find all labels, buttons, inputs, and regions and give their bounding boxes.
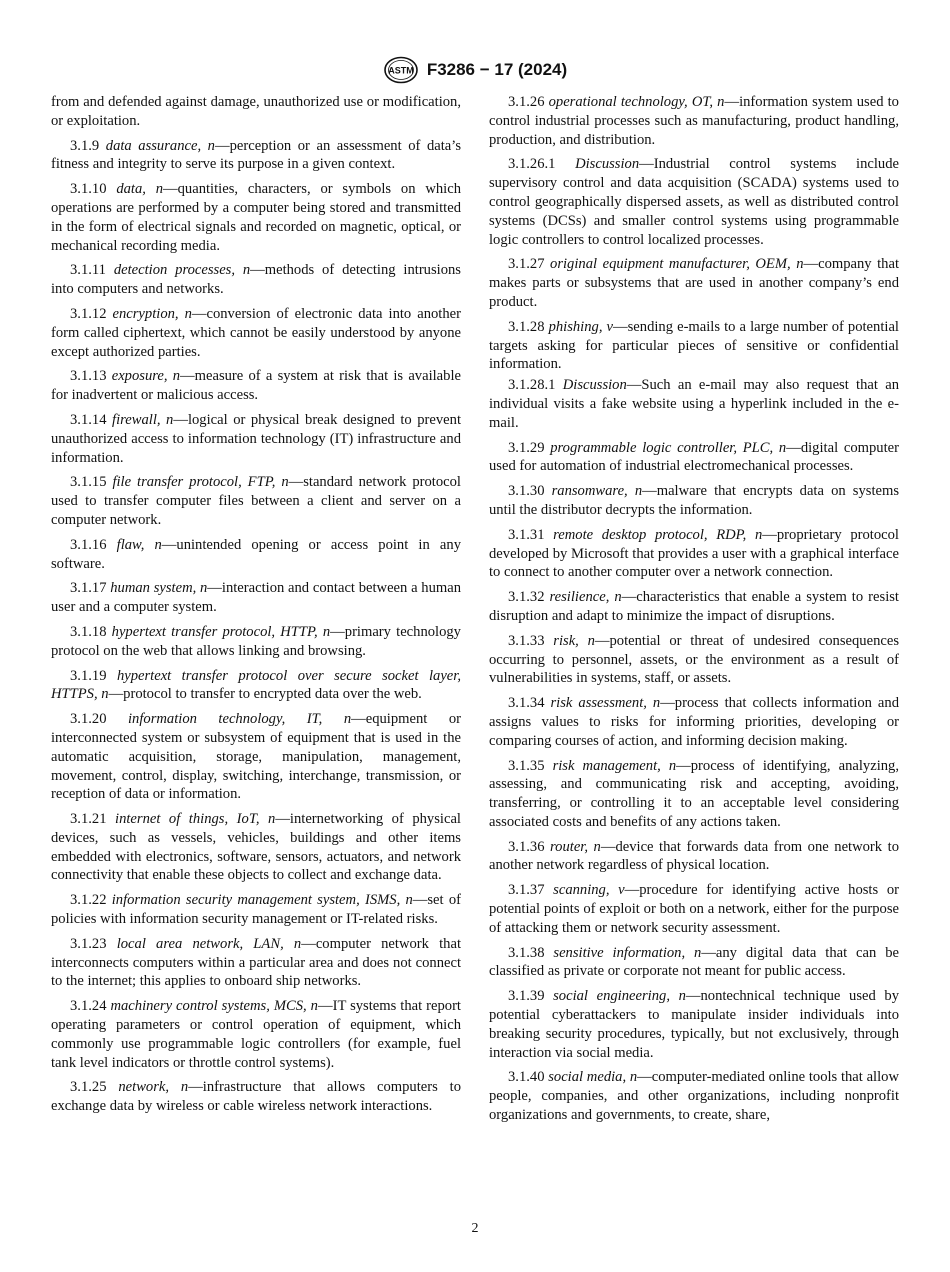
- entry-definition: —standard network protocol used to transfer computer files between a client and server on a computer network.: [51, 474, 461, 528]
- entry-number: 3.1.28.1: [508, 377, 556, 394]
- entry-term: sensitive information, n: [553, 944, 702, 961]
- definition-entry: [51, 411, 461, 467]
- entry-definition: —information system used to control industrial processes such as manufacturing, product handling, production, and distribution.: [489, 94, 899, 148]
- entry-term: network, n: [118, 1079, 189, 1096]
- entry-term: information technology, IT, n: [128, 711, 352, 728]
- entry-term: detection processes, n: [113, 262, 251, 279]
- entry-definition: —internetworking of physical devices, such as vessels, vehicles, buildings and other items embedded with electronics, software, sensors, actuators, and network connectivity that enable these objects to collect and exchange data.: [51, 811, 461, 884]
- entry-term: encryption, n: [112, 305, 192, 322]
- entry-term: router, n: [550, 838, 601, 855]
- entry-definition: —malware that encrypts data on systems until the distributor decrypts the information.: [489, 483, 900, 518]
- entry-number: 3.1.32: [508, 589, 545, 606]
- entry-number: 3.1.37: [508, 882, 545, 899]
- entry-term: risk management, n: [552, 757, 677, 774]
- entry-definition: —interaction and contact between a human user and a computer system.: [51, 580, 461, 616]
- definition-entry: [51, 180, 461, 255]
- entry-number: 3.1.14: [70, 411, 107, 428]
- definition-entry: [51, 1078, 461, 1116]
- entry-definition: —any digital data that can be classified as private or corporate not meant for public access.: [489, 944, 899, 980]
- definition-entry: [489, 526, 899, 582]
- entry-term: human system, n: [110, 580, 208, 597]
- entry-term: machinery control systems, MCS, n: [110, 998, 318, 1015]
- right-column: [489, 93, 899, 1131]
- entry-term: ransomware, n: [551, 483, 643, 500]
- entry-term: social media, n: [548, 1069, 638, 1086]
- definition-entry: [51, 137, 461, 175]
- definition-entry: [489, 944, 899, 982]
- entry-term: exposure, n: [111, 368, 181, 385]
- entry-term: programmable logic controller, PLC, n: [550, 439, 787, 456]
- entry-term: local area network, LAN, n: [116, 935, 302, 952]
- definition-entry: [51, 473, 461, 529]
- entry-term: risk assessment, n: [550, 695, 661, 712]
- entry-number: 3.1.40: [508, 1069, 545, 1086]
- entry-definition: —measure of a system at risk that is available for inadvertent or malicious access.: [51, 368, 461, 404]
- entry-definition: —Industrial control systems include supervisory control and data acquisition (SCADA) systems used to control geographically dispersed assets, as well as distributed control systems (DCSs) and smaller control systems using programmable logic controllers to control localized processes.: [489, 156, 899, 248]
- entry-number: 3.1.21: [70, 811, 107, 828]
- entry-term: remote desktop protocol, RDP, n: [553, 526, 763, 543]
- entry-definition: —digital computer used for automation of industrial electromechanical processes.: [489, 439, 899, 475]
- definition-entry: [51, 623, 461, 661]
- entry-number: 3.1.18: [70, 623, 107, 640]
- definition-entry: [51, 367, 461, 405]
- definition-entry: [489, 632, 899, 688]
- definition-entry: [51, 935, 461, 991]
- definition-entry: [51, 536, 461, 574]
- entry-term: firewall, n: [112, 411, 174, 428]
- page-number: 2: [471, 1221, 479, 1236]
- definition-entry: [489, 838, 899, 876]
- entry-definition: —computer network that interconnects computers within a particular area and does not connect to the internet; this applies to onboard ship networks.: [51, 935, 462, 990]
- entry-term: scanning, v: [553, 882, 625, 899]
- entry-definition: —equipment or interconnected system or subsystem of equipment that is used in the automatic acquisition, storage, manipulation, management, movement, control, display, switching, interchange, transmission, or reception of data or information.: [51, 711, 461, 803]
- entry-definition: —device that forwards data from one network to another network regardless of physical location.: [489, 838, 899, 874]
- entry-number: 3.1.34: [508, 695, 545, 712]
- definition-entry: [51, 667, 461, 705]
- entry-definition: —conversion of electronic data into another form called ciphertext, which cannot be easily understood by anyone except authorized parties.: [51, 305, 461, 360]
- entry-number: 3.1.26.1: [508, 156, 556, 173]
- entry-number: 3.1.12: [70, 305, 107, 322]
- entry-number: 3.1.38: [508, 944, 545, 961]
- entry-definition: —logical or physical break designed to prevent unauthorized access to information technology (IT) infrastructure and information.: [51, 411, 461, 466]
- entry-term: risk, n: [553, 632, 595, 649]
- entry-number: 3.1.16: [70, 536, 107, 553]
- entry-definition: —methods of detecting intrusions into computers and networks.: [51, 262, 461, 298]
- entry-number: 3.1.15: [70, 474, 107, 491]
- entry-definition: —sending e-mails to a large number of potential targets asking for particular pieces of sensitive or confidential information.: [489, 318, 899, 373]
- entry-definition: —procedure for identifying active hosts or potential points of exploit or both on a network, either for the purpose of attacking them or network security assessment.: [489, 882, 899, 936]
- definition-entry: [489, 376, 899, 432]
- definition-entry: [489, 757, 899, 832]
- entry-term: information security management system, ISMS, n: [111, 892, 413, 909]
- entry-number: 3.1.22: [70, 892, 107, 909]
- entry-term: social engineering, n: [553, 988, 686, 1005]
- entry-definition: —unintended opening or access point in any software.: [51, 536, 461, 572]
- entry-definition: —company that makes parts or subsystems that are used in another company’s end product.: [489, 256, 900, 310]
- entry-definition: —characteristics that enable a system to resist disruption and adapt to minimize the impact of disruptions.: [489, 589, 899, 624]
- definition-entry: [489, 881, 899, 937]
- entry-definition: —quantities, characters, or symbols on which operations are performed by a computer being stored and transmitted in the form of electrical signals and recorded on magnetic, optical, or mechanical recording media.: [51, 181, 461, 254]
- entry-definition: —nontechnical technique used by potential cyberattackers to manipulate insider individuals into breaking security procedures, typically, but not exclusively, through interaction via social media.: [489, 988, 899, 1061]
- entry-definition: —primary technology protocol on the web that allows linking and browsing.: [51, 623, 461, 659]
- entry-number: 3.1.19: [70, 667, 107, 684]
- entry-definition: —protocol to transfer to encrypted data over the web.: [108, 686, 422, 703]
- entry-term: Discussion: [575, 156, 640, 173]
- entry-number: 3.1.31: [508, 526, 545, 543]
- entry-definition: —IT systems that report operating parameters or control operation of equipment, which commonly use programmable logic controllers (for example, fuel tank level indicators or throttle control systems).: [51, 998, 461, 1071]
- entry-definition: —process of identifying, analyzing, assessing, and communicating risk and accepting, avoiding, transferring, or controlling it to an acceptable level considering associated costs and benefits of any actions taken.: [489, 757, 899, 830]
- left-column: [51, 93, 461, 1122]
- definition-entry: [51, 891, 461, 929]
- entry-term: phishing, v: [548, 318, 614, 335]
- entry-term: Discussion: [562, 377, 627, 394]
- definition-entry: [489, 1068, 899, 1124]
- definition-entry: [489, 482, 899, 520]
- entry-definition: —proprietary protocol developed by Microsoft that provides a user with a graphical interface to connect to another computer over a network connection.: [489, 526, 899, 581]
- definition-entry: [489, 987, 899, 1062]
- definition-entry: [51, 710, 461, 804]
- entry-number: 3.1.10: [70, 181, 107, 198]
- entry-definition: —infrastructure that allows computers to exchange data by wireless or cable wireless network interactions.: [51, 1079, 461, 1115]
- entry-number: 3.1.30: [508, 483, 545, 500]
- definition-entry: [51, 997, 461, 1072]
- definition-entry: [489, 155, 899, 249]
- entry-number: 3.1.13: [70, 368, 107, 385]
- page-header: [0, 55, 950, 85]
- entry-number: 3.1.11: [70, 262, 106, 279]
- definition-entry: [489, 318, 899, 374]
- entry-number: 3.1.23: [70, 935, 107, 952]
- entry-definition: —perception or an assessment of data’s fitness and integrity to serve its purpose in a given context.: [51, 137, 461, 173]
- entry-definition: —process that collects information and assigns values to risks for informing priorities, developing or comparing courses of action, and informing decision making.: [489, 695, 899, 749]
- definition-entry: [51, 810, 461, 885]
- entry-definition: —Such an e-mail may also request that an individual visits a fake website using a hyperlink included in the e-mail.: [489, 377, 899, 431]
- definition-entry: [489, 588, 899, 626]
- entry-term: hypertext transfer protocol, HTTP, n: [111, 623, 331, 640]
- entry-number: 3.1.35: [508, 757, 545, 774]
- entry-number: 3.1.17: [70, 580, 107, 597]
- entry-number: 3.1.39: [508, 988, 545, 1005]
- entry-term: internet of things, IoT, n: [115, 811, 276, 828]
- definition-entry: [51, 579, 461, 617]
- entry-definition: —set of policies with information security management or IT-related risks.: [51, 892, 461, 928]
- definition-entry: [489, 694, 899, 750]
- entry-number: 3.1.36: [508, 838, 545, 855]
- entry-term: data, n: [116, 181, 164, 198]
- entry-term: operational technology, OT, n: [548, 94, 725, 110]
- entry-number: 3.1.25: [70, 1079, 107, 1096]
- definition-entry: [489, 439, 899, 477]
- entry-definition: —computer-mediated online tools that allow people, companies, and other organizations, including nonprofit organizations and governments, to create, share,: [489, 1069, 899, 1124]
- astm-logo-icon: [383, 56, 419, 84]
- entry-term: flaw, n: [116, 536, 162, 553]
- entry-number: 3.1.9: [70, 137, 100, 154]
- entry-number: 3.1.20: [70, 711, 107, 728]
- entry-number: 3.1.28: [508, 318, 545, 335]
- standard-designation: F3286 − 17 (2024): [426, 60, 568, 79]
- definition-entry: [51, 305, 461, 361]
- svg-text:ASTM: ASTM: [388, 65, 414, 76]
- continuation-paragraph: from and defended against damage, unauthorized use or modification, or exploitation.: [51, 94, 461, 129]
- entry-term: file transfer protocol, FTP, n: [112, 474, 289, 491]
- entry-number: 3.1.29: [508, 439, 545, 456]
- entry-number: 3.1.26: [508, 94, 545, 110]
- definition-entry: [489, 93, 899, 149]
- entry-number: 3.1.27: [508, 256, 545, 273]
- entry-term: resilience, n: [549, 589, 622, 606]
- entry-term: original equipment manufacturer, OEM, n: [550, 256, 804, 273]
- entry-number: 3.1.24: [70, 998, 107, 1015]
- entry-term: hypertext transfer protocol over secure socket layer, HTTPS, n: [51, 667, 461, 703]
- definition-entry: [489, 255, 899, 311]
- entry-number: 3.1.33: [508, 632, 545, 649]
- entry-term: data assurance, n: [105, 137, 215, 154]
- entry-definition: —potential or threat of undesired consequences occurring to personnel, assets, or the environment as a result of vulnerabilities in systems, staff, or assets.: [489, 632, 899, 687]
- definition-entry: [51, 261, 461, 299]
